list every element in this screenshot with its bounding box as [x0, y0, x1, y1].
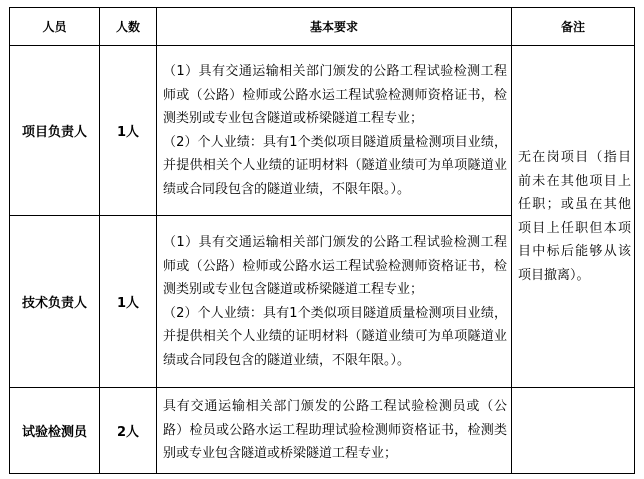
remark-empty-cell: [512, 388, 635, 474]
requirement-experience: （2）个人业绩：具有1个类似项目隧道质量检测项目业绩，并提供相关个人业绩的证明材料（隧道业绩可为单项隧道业绩或合同段包含的隧道业绩，不限年限。）。: [163, 305, 507, 368]
count-technical-lead: 1人: [100, 216, 157, 388]
requirement-qualification: 具有交通运输相关部门颁发的公路工程试验检测员或（公路）检员或公路水运工程助理试验检测师资格证书，检测类别或专业包含隧道或桥梁隧道工程专业；: [163, 399, 507, 462]
header-count: 人数: [100, 8, 157, 46]
table-header-row: [10, 8, 635, 46]
table-row: [10, 46, 635, 216]
requirements-project-lead: [157, 46, 512, 216]
header-person: 人员: [10, 8, 100, 46]
table-row: [10, 388, 635, 474]
role-project-lead: 项目负责人: [10, 46, 100, 216]
header-remarks: 备注: [512, 8, 635, 46]
requirements-tester: [157, 388, 512, 474]
remark-cell: 无在岗项目（指目前未在其他项目上任职；或虽在其他项目上任职但本项目中标后能够从该项目撤离）。: [512, 46, 635, 388]
requirements-technical-lead: [157, 216, 512, 388]
count-project-lead: 1人: [100, 46, 157, 216]
personnel-requirements-table: [9, 7, 635, 474]
count-tester: 2人: [100, 388, 157, 474]
requirement-qualification: （1）具有交通运输相关部门颁发的公路工程试验检测工程师或（公路）检师或公路水运工程试验检测师资格证书，检测类别或专业包含隧道或桥梁隧道工程专业；: [163, 64, 507, 126]
requirement-qualification: （1）具有交通运输相关部门颁发的公路工程试验检测工程师或（公路）检师或公路水运工程试验检测师资格证书，检测类别或专业包含隧道或桥梁隧道工程专业；: [163, 235, 507, 297]
requirements-table-wrapper: [9, 7, 635, 474]
role-tester: 试验检测员: [10, 388, 100, 474]
role-technical-lead: 技术负责人: [10, 216, 100, 388]
requirement-experience: （2）个人业绩：具有1个类似项目隧道质量检测项目业绩，并提供相关个人业绩的证明材料（隧道业绩可为单项隧道业绩或合同段包含的隧道业绩，不限年限。）。: [163, 134, 507, 197]
header-requirements: 基本要求: [157, 8, 512, 46]
